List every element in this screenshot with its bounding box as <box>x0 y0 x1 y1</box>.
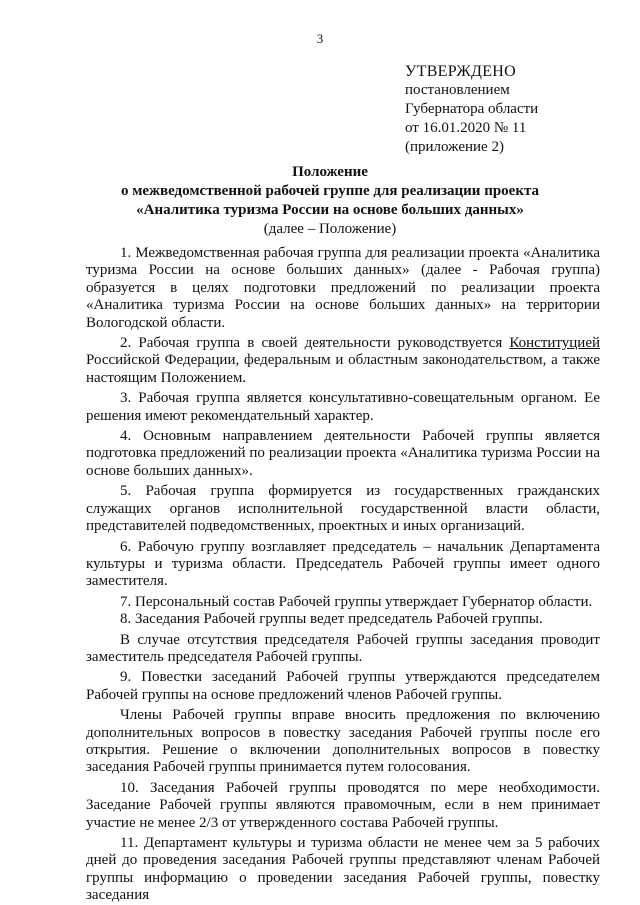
paragraph-1: 1. Межведомственная рабочая группа для реализации проекта «Аналитика туризма России на основе больших данных» (далее - Рабочая группа) образуется в целях подготовки предложений по реализации проекта «Аналитика туризма России на основе больших данных» на территории Вологодской области. <box>86 245 600 331</box>
approval-date-number: от 16.01.2020 № 11 <box>405 120 527 136</box>
approval-heading: УТВЕРЖДЕНО <box>405 63 517 80</box>
approval-line: постановлением <box>405 82 510 98</box>
approval-line: Губернатора области <box>405 101 539 117</box>
title-subline: (далее – Положение) <box>263 221 397 237</box>
paragraph-10: 10. Заседания Рабочей группы проводятся по мере необходимости. Заседание Рабочей группы являются правомочным, если в нем принимает участие не менее 2/3 от утвержденного состава Рабочей группы. <box>86 779 600 831</box>
paragraph-2 <box>86 335 600 387</box>
constitution-link[interactable]: Конституцией <box>509 335 600 352</box>
paragraph-11: 11. Департамент культуры и туризма области не менее чем за 5 рабочих дней до проведения заседания Рабочей группы представляют членам Рабочей группы информацию о проведении заседания Рабочей группы, повестку заседания <box>86 835 600 904</box>
approval-appendix: (приложение 2) <box>405 139 504 155</box>
paragraph-8-continued: В случае отсутствия председателя Рабочей группы заседания проводит заместитель председателя Рабочей группы. <box>86 631 600 665</box>
paragraph-2-start: 2. Рабочая группа в своей деятельности руководствуется <box>120 335 510 352</box>
paragraph-4: 4. Основным направлением деятельности Рабочей группы является подготовка предложений по реализации проекта «Аналитика туризма России на основе больших данных». <box>86 428 600 479</box>
document-body <box>86 245 600 905</box>
paragraph-9-continued: Члены Рабочей группы вправе вносить предложения по включению дополнительных вопросов в повестку заседания Рабочей группы после его открытия. Решение о включении дополнительных вопросов в повестку заседания Рабочей группы принимается путем голосования. <box>86 707 600 776</box>
title-line: о межведомственной рабочей группе для реализации проекта <box>120 183 540 199</box>
paragraph-5: 5. Рабочая группа формируется из государственных гражданских служащих органов исполнительной государственной власти области, представителей подведомственных, проектных и иных организаций. <box>86 483 600 535</box>
paragraph-8: 8. Заседания Рабочей группы ведет председатель Рабочей группы. <box>120 611 543 628</box>
paragraph-2-end: Российской Федерации, федеральным и областным законодательством, а также настоящим Положением. <box>86 352 600 386</box>
title-line: Положение <box>292 164 368 180</box>
paragraph-7: 7. Персональный состав Рабочей группы утверждает Губернатор области. <box>120 593 593 610</box>
document-title <box>60 163 600 239</box>
paragraph-9: 9. Повестки заседаний Рабочей группы утверждаются председателем Рабочей группы на основе предложений членов Рабочей группы. <box>86 669 600 703</box>
paragraph-3: 3. Рабочая группа является консультативно-совещательным органом. Ее решения имеют рекомендательный характер. <box>86 390 600 424</box>
approval-stamp <box>405 62 538 157</box>
page-number: 3 <box>316 31 324 46</box>
paragraph-6: 6. Рабочую группу возглавляет председатель – начальник Департамента культуры и туризма области. Председатель Рабочей группы имеет одного заместителя. <box>86 538 600 590</box>
title-line: «Аналитика туризма России на основе больших данных» <box>136 202 524 218</box>
